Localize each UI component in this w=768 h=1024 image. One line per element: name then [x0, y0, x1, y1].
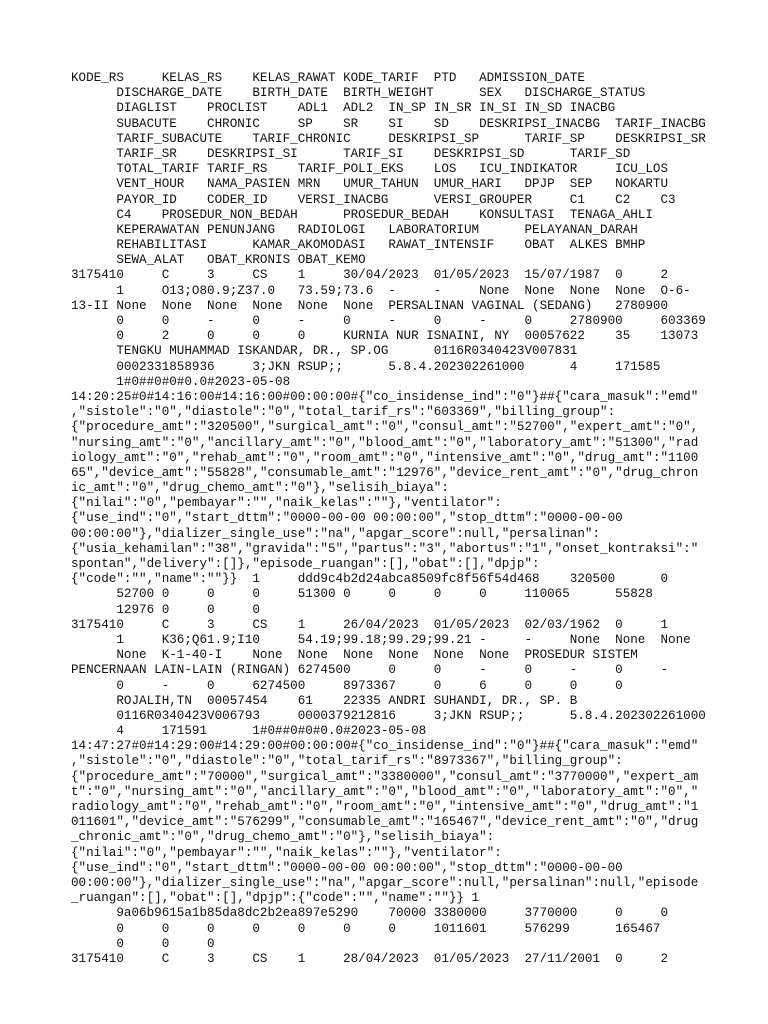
document-line: TENGKU MUHAMMAD ISKANDAR, DR., SP.OG 0116R0340423V007831	[71, 344, 578, 359]
document-line: iology_amt":"0","rehab_amt":"0","room_amt":"0","intensive_amt":"0","drug_amt":"1100	[71, 450, 699, 465]
document-line: _ruangan":[],"obat":[],"dpjp":{"code":"","name":""}} 1	[71, 891, 480, 906]
document-line: spontan","delivery":[]},"episode_ruangan":[],"obat":[],"dpjp":	[71, 557, 540, 571]
document-line: None K-1-40-I None None None None None None PROSEDUR SISTEM	[71, 648, 638, 663]
document-line: 3175410 C 3 CS 1 30/04/2023 01/05/2023 15/07/1987 0 2	[71, 268, 669, 283]
document-line: 9a06b9615a1b85da8dc2b2ea897e5290 70000 3380000 3770000 0 0	[71, 906, 669, 921]
document-line: {"procedure_amt":"70000","surgical_amt":"3380000","consul_amt":"3770000","expert_am	[71, 769, 699, 784]
document-line: {"usia_kehamilan":"38","gravida":"5","partus":"3","abortus":"1","onset_kontraksi":"	[71, 541, 699, 556]
document-line: 00:00:00"},"dializer_single_use":"na","apgar_score":null,"persalinan":null,"episode	[71, 875, 699, 890]
document-line: {"nilai":"0","pembayar":"","naik_kelas":""},"ventilator":	[71, 496, 502, 511]
document-line: 13-II None None None None None None PERSALINAN VAGINAL (SEDANG) 2780900	[71, 298, 669, 313]
document-line: 14:20:25#0#14:16:00#14:16:00#00:00:00#{"co_insidense_ind":"0"}##{"cara_masuk":"emd"	[71, 389, 699, 404]
document-line: 14:47:27#0#14:29:00#14:29:00#00:00:00#{"co_insidense_ind":"0"}##{"cara_masuk":"emd"	[71, 739, 699, 754]
document-line: 0 - 0 6274500 8973367 0 6 0 0 0	[71, 678, 623, 693]
document-line: 0 0 0	[71, 936, 215, 951]
document-line: _chronic_amt":"0","drug_chemo_amt":"0"},"selisih_biaya":	[71, 830, 495, 845]
document-line: KODE_RS KELAS_RS KELAS_RAWAT KODE_TARIF PTD ADMISSION_DATE	[71, 71, 585, 85]
document-line: DIAGLIST PROCLIST ADL1 ADL2 IN_SP IN_SR IN_SI IN_SD INACBG	[71, 101, 616, 116]
document-line: 52700 0 0 0 51300 0 0 0 0 110065 55828	[71, 587, 653, 602]
document-line: 3175410 C 3 CS 1 28/04/2023 01/05/2023 27/11/2001 0 2	[71, 951, 669, 966]
document-line: ,"sistole":"0","diastole":"0","total_tarif_rs":"8973367","billing_group":	[71, 754, 623, 769]
document-line: REHABILITASI KAMAR_AKOMODASI RAWAT_INTENSIF OBAT ALKES BMHP	[71, 238, 646, 253]
document-line: 011601","device_amt":"576299","consumable_amt":"165467","device_rent_amt":"0","drug	[71, 815, 699, 830]
document-line: TOTAL_TARIF TARIF_RS TARIF_POLI_EKS LOS ICU_INDIKATOR ICU_LOS	[71, 162, 669, 177]
document-line: 12976 0 0 0	[71, 602, 260, 617]
document-line: KEPERAWATAN PENUNJANG RADIOLOGI LABORATORIUM PELAYANAN_DARAH	[71, 222, 638, 237]
document-line: 0 0 0 0 0 0 0 1011601 576299 165467	[71, 921, 661, 936]
document-line: 1#0##0#0#0.0#2023-05-08	[71, 374, 291, 389]
document-line: 3175410 C 3 CS 1 26/04/2023 01/05/2023 02/03/1962 0 1	[71, 617, 669, 632]
document-line: {"nilai":"0","pembayar":"","naik_kelas":""},"ventilator":	[71, 845, 502, 860]
document-line: SUBACUTE CHRONIC SP SR SI SD DESKRIPSI_INACBG TARIF_INACBG	[71, 116, 706, 131]
document-line: ,"sistole":"0","diastole":"0","total_tarif_rs":"603369","billing_group":	[71, 405, 616, 420]
document-line: "nursing_amt":"0","ancillary_amt":"0","blood_amt":"0","laboratory_amt":"51300","rad	[71, 435, 699, 450]
document-line: PAYOR_ID CODER_ID VERSI_INACBG VERSI_GROUPER C1 C2 C3	[71, 192, 676, 207]
document-line: {"use_ind":"0","start_dttm":"0000-00-00 00:00:00","stop_dttm":"0000-00-00	[71, 511, 623, 526]
document-line: 0 0 - 0 - 0 - 0 - 0 2780900 603369	[71, 314, 706, 328]
document-line: DISCHARGE_DATE BIRTH_DATE BIRTH_WEIGHT SEX DISCHARGE_STATUS	[71, 86, 646, 101]
document-line: 1 O13;O80.9;Z37.0 73.59;73.6 - - None None None None O-6-	[71, 283, 691, 298]
document-line: {"procedure_amt":"320500","surgical_amt":"0","consul_amt":"52700","expert_amt":"0",	[71, 420, 699, 435]
document-line: ROJALIH,TN 00057454 61 22335 ANDRI SUHANDI, DR., SP. B	[71, 693, 578, 708]
document-line: {"code":"","name":""}} 1 ddd9c4b2d24abca8509fc8f56f54d468 320500 0	[71, 572, 669, 587]
document-line: 0116R0340423V006793 0000379212816 3;JKN RSUP;; 5.8.4.202302261000	[71, 708, 706, 723]
document-line: PENCERNAAN LAIN-LAIN (RINGAN) 6274500 0 0 - 0 - 0 -	[71, 663, 669, 678]
document-line: 00:00:00"},"dializer_single_use":"na","apgar_score":null,"persalinan":	[71, 526, 601, 541]
document-line: 0002331858936 3;JKN RSUP;; 5.8.4.202302261000 4 171585	[71, 359, 661, 374]
document-line: TARIF_SR DESKRIPSI_SI TARIF_SI DESKRIPSI_SD TARIF_SD	[71, 146, 631, 161]
claim-data-text	[71, 71, 706, 967]
document-line: VENT_HOUR NAMA_PASIEN MRN UMUR_TAHUN UMUR_HARI DPJP SEP NOKARTU	[71, 177, 669, 192]
document-line: radiology_amt":"0","rehab_amt":"0","room_amt":"0","intensive_amt":"0","drug_amt":"1	[71, 800, 699, 814]
document-line: t":"0","nursing_amt":"0","ancillary_amt":"0","blood_amt":"0","laboratory_amt":"0","	[71, 784, 699, 799]
document-line: C4 PROSEDUR_NON_BEDAH PROSEDUR_BEDAH KONSULTASI TENAGA_AHLI	[71, 207, 653, 222]
document-line: 1 K36;Q61.9;I10 54.19;99.18;99.29;99.21 - - None None None	[71, 632, 691, 647]
document-line: 65","device_amt":"55828","consumable_amt":"12976","device_rent_amt":"0","drug_chron	[71, 465, 699, 480]
document-line: 4 171591 1#0##0#0#0.0#2023-05-08	[71, 724, 427, 739]
document-line: 0 2 0 0 0 KURNIA NUR ISNAINI, NY 00057622 35 13073	[71, 329, 699, 344]
document-line: {"use_ind":"0","start_dttm":"0000-00-00 00:00:00","stop_dttm":"0000-00-00	[71, 860, 623, 875]
document-line: ic_amt":"0","drug_chemo_amt":"0"},"selisih_biaya":	[71, 481, 449, 496]
document-line: SEWA_ALAT OBAT_KRONIS OBAT_KEMO	[71, 253, 366, 268]
document-line: TARIF_SUBACUTE TARIF_CHRONIC DESKRIPSI_SP TARIF_SP DESKRIPSI_SR	[71, 131, 706, 146]
